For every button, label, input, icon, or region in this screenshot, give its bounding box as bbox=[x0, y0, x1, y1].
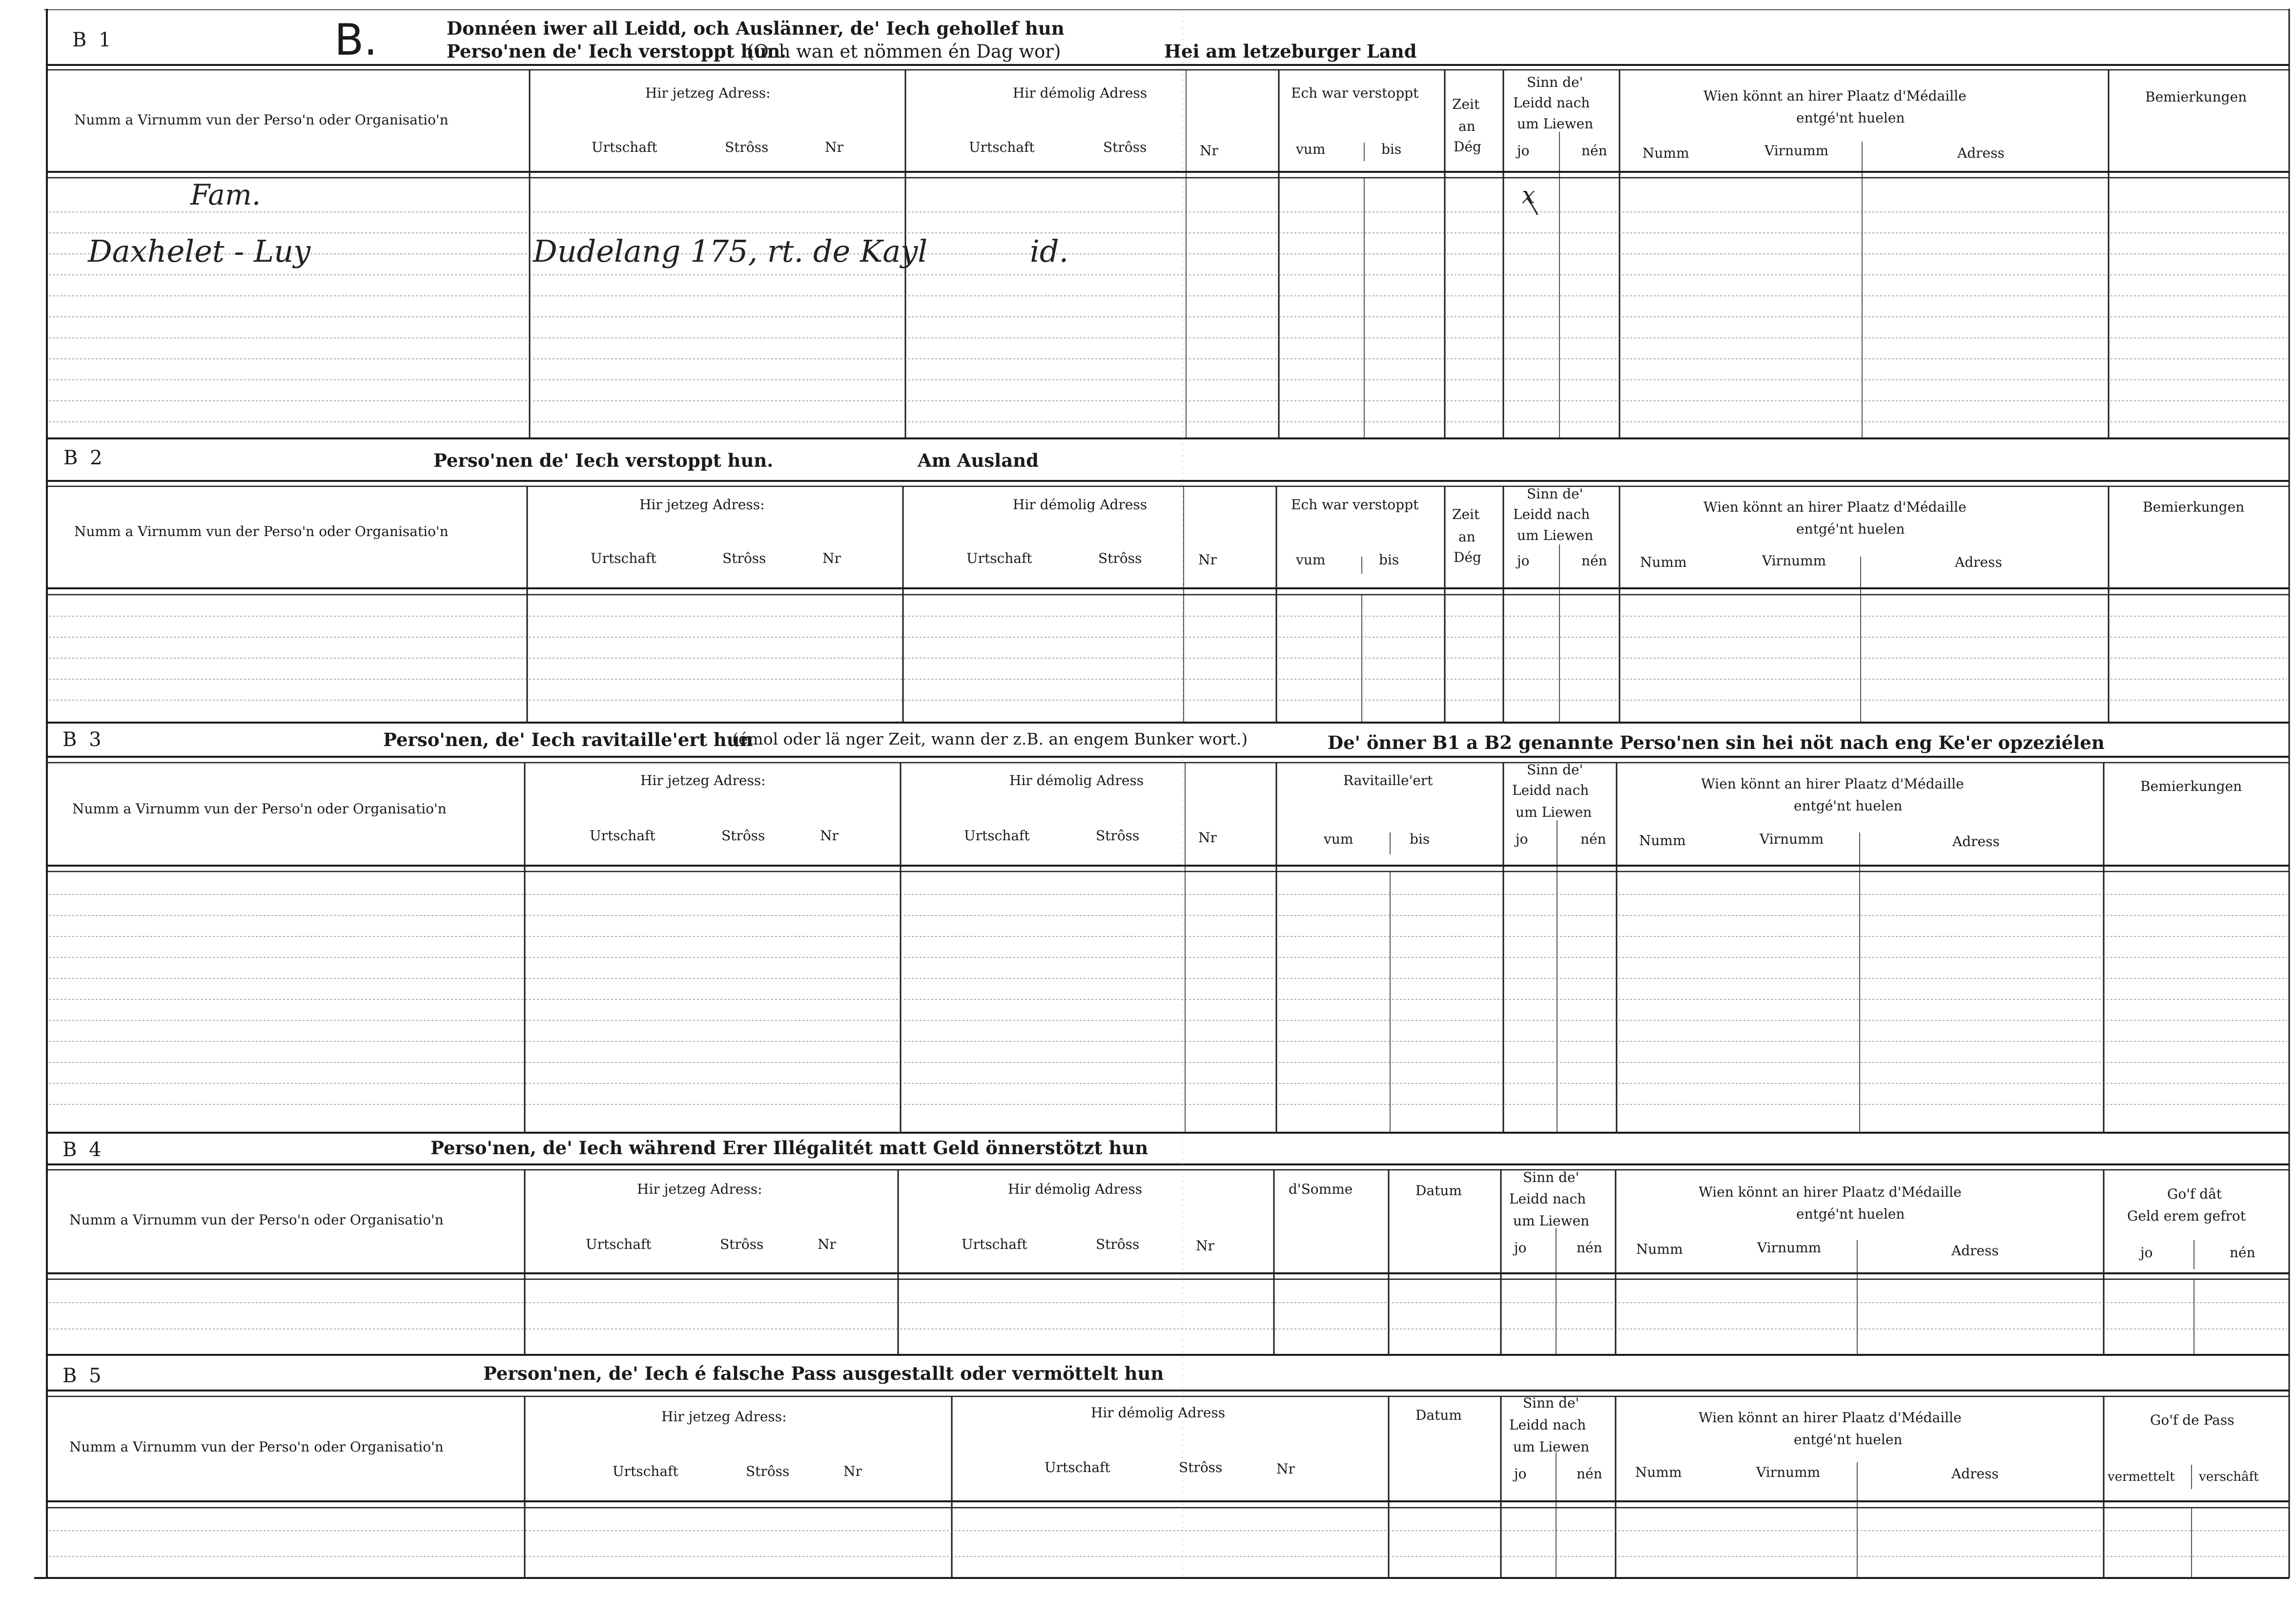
b5-col-current-address: Hir jetzeg Adress: bbox=[661, 1409, 787, 1425]
b4-col-numm: Numm bbox=[1636, 1241, 1683, 1257]
b5-title: Person'nen, de' Iech é falsche Pass ausgestallt oder vermöttelt hun bbox=[483, 1363, 1164, 1384]
b2-col-deg: Dég bbox=[1454, 549, 1481, 565]
b2-col-liewen: um Liewen bbox=[1517, 527, 1594, 543]
b1-title-line1: Donnéen iwer all Leidd, och Auslänner, de' Iech gehollef hun bbox=[447, 18, 1065, 39]
b2-col-leidd: Leidd nach bbox=[1513, 506, 1590, 522]
entry-current-address: Dudelang 175, rt. de Kayl bbox=[533, 233, 928, 269]
b2-col-form-urtschaft: Urtschaft bbox=[966, 550, 1032, 566]
b5-col-form-stross: Strôss bbox=[1179, 1459, 1223, 1475]
b2-col-jo: jo bbox=[1517, 553, 1530, 569]
b5-col-datum: Datum bbox=[1415, 1407, 1462, 1423]
b2-col-vum: vum bbox=[1296, 552, 1326, 568]
b1-col-form-urtschaft: Urtschaft bbox=[969, 139, 1035, 155]
b3-col-numm: Numm bbox=[1639, 832, 1686, 849]
b4-col-cur-nr: Nr bbox=[818, 1236, 836, 1252]
b2-col-name: Numm a Virnumm vun der Perso'n oder Organisatio'n bbox=[74, 523, 449, 540]
b4-col-name: Numm a Virnumm vun der Perso'n oder Organisatio'n bbox=[69, 1212, 444, 1228]
b1-col-medal2: entgé'nt huelen bbox=[1796, 110, 1905, 126]
b1-col-form-nr: Nr bbox=[1200, 143, 1218, 159]
b5-col-numm: Numm bbox=[1635, 1464, 1682, 1480]
b2-col-virnumm: Virnumm bbox=[1762, 553, 1826, 569]
b2-col-medal2: entgé'nt huelen bbox=[1796, 521, 1905, 537]
entry-name: Daxhelet - Luy bbox=[88, 233, 311, 269]
b3-col-form-urtschaft: Urtschaft bbox=[964, 828, 1030, 844]
b1-col-jo: jo bbox=[1517, 143, 1530, 159]
b4-col-cur-urtschaft: Urtschaft bbox=[586, 1236, 652, 1252]
entry-fam: Fam. bbox=[190, 178, 261, 211]
b2-col-remarks: Bemierkungen bbox=[2143, 499, 2245, 515]
b3-col-form-stross: Strôss bbox=[1096, 828, 1140, 844]
b1-col-former-address: Hir démolig Adress bbox=[1013, 85, 1148, 101]
b4-id: B 4 bbox=[62, 1139, 104, 1161]
b3-col-cur-stross: Strôss bbox=[721, 828, 765, 844]
form-letter: B. bbox=[334, 15, 378, 65]
b5-col-cur-nr: Nr bbox=[843, 1463, 862, 1479]
b3-col-name: Numm a Virnumm vun der Perso'n oder Organisatio'n bbox=[72, 801, 447, 817]
b2-col-zeit: Zeit bbox=[1452, 506, 1480, 522]
b3-col-vum: vum bbox=[1324, 831, 1353, 847]
b3-col-medal2: entgé'nt huelen bbox=[1794, 798, 1903, 814]
b2-col-form-nr: Nr bbox=[1198, 552, 1217, 568]
b2-col-hidden: Ech war verstoppt bbox=[1291, 497, 1419, 513]
b3-col-leidd: Leidd nach bbox=[1512, 782, 1589, 798]
b4-col-geld-gefrot: Geld erem gefrot bbox=[2127, 1208, 2246, 1224]
b4-col-nen: nén bbox=[1577, 1240, 1602, 1256]
b2-col-nen: nén bbox=[1581, 553, 1607, 569]
b2-col-sinn: Sinn de' bbox=[1527, 486, 1583, 502]
b3-title-a: Perso'nen, de' Iech ravitaille'ert hun bbox=[383, 729, 753, 750]
b3-col-form-nr: Nr bbox=[1198, 830, 1217, 846]
b4-col-adress: Adress bbox=[1951, 1243, 1999, 1259]
b1-title-line2c: Hei am letzeburger Land bbox=[1164, 41, 1417, 62]
b1-col-remarks: Bemierkungen bbox=[2145, 89, 2247, 105]
b1-col-deg: Dég bbox=[1454, 139, 1481, 155]
b2-col-bis: bis bbox=[1379, 552, 1399, 568]
b1-col-an: an bbox=[1458, 118, 1476, 134]
b5-col-form-nr: Nr bbox=[1276, 1461, 1295, 1477]
b3-col-liewen: um Liewen bbox=[1516, 804, 1592, 820]
b4-col-medal: Wien könnt an hirer Plaatz d'Médaille bbox=[1699, 1184, 1962, 1200]
b3-col-supplied: Ravitaille'ert bbox=[1343, 772, 1433, 789]
b1-col-medal: Wien könnt an hirer Plaatz d'Médaille bbox=[1703, 88, 1967, 104]
b2-col-cur-nr: Nr bbox=[822, 550, 841, 566]
b3-title-b: (émol oder lä nger Zeit, wann der z.B. an engem Bunker wort.) bbox=[732, 729, 1248, 748]
b5-col-former-address: Hir démolig Adress bbox=[1091, 1405, 1226, 1421]
b1-col-bis: bis bbox=[1381, 141, 1402, 157]
b5-col-cur-urtschaft: Urtschaft bbox=[613, 1463, 678, 1479]
b1-col-name: Numm a Virnumm vun der Perso'n oder Organisatio'n bbox=[74, 112, 449, 128]
b2-col-medal: Wien könnt an hirer Plaatz d'Médaille bbox=[1703, 499, 1967, 515]
b4-col-form-urtschaft: Urtschaft bbox=[962, 1236, 1027, 1252]
b1-col-leidd: Leidd nach bbox=[1513, 95, 1590, 111]
b1-col-numm: Numm bbox=[1642, 145, 1689, 161]
b5-col-cur-stross: Strôss bbox=[746, 1463, 790, 1479]
b4-col-sinn: Sinn de' bbox=[1523, 1169, 1579, 1185]
b4-col-leidd: Leidd nach bbox=[1509, 1191, 1586, 1207]
b3-col-virnumm: Virnumm bbox=[1760, 831, 1824, 847]
b5-col-verschaft: verschâft bbox=[2199, 1470, 2259, 1484]
entry-former-address: id. bbox=[1030, 233, 1069, 269]
b4-col-nen2: nén bbox=[2230, 1245, 2255, 1261]
b3-col-sinn: Sinn de' bbox=[1527, 762, 1583, 778]
b4-col-cur-stross: Strôss bbox=[720, 1236, 764, 1252]
b2-col-adress: Adress bbox=[1955, 554, 2002, 570]
b5-col-sinn: Sinn de' bbox=[1523, 1395, 1579, 1411]
b1-col-cur-urtschaft: Urtschaft bbox=[592, 139, 657, 155]
b1-col-vum: vum bbox=[1296, 141, 1326, 157]
b5-col-medal: Wien könnt an hirer Plaatz d'Médaille bbox=[1699, 1410, 1962, 1426]
b1-col-adress: Adress bbox=[1957, 145, 2005, 161]
b1-col-form-stross: Strôss bbox=[1103, 139, 1147, 155]
b1-col-cur-stross: Strôss bbox=[725, 139, 769, 155]
b3-col-cur-urtschaft: Urtschaft bbox=[590, 828, 656, 844]
b5-col-gof-pass: Go'f de Pass bbox=[2150, 1412, 2234, 1428]
b1-id: B 1 bbox=[72, 29, 114, 51]
b3-col-current-address: Hir jetzeg Adress: bbox=[640, 772, 766, 789]
b5-col-name: Numm a Virnumm vun der Perso'n oder Organisatio'n bbox=[69, 1439, 444, 1455]
b4-col-current-address: Hir jetzeg Adress: bbox=[637, 1181, 762, 1197]
b4-col-jo: jo bbox=[1514, 1240, 1527, 1256]
b3-id: B 3 bbox=[62, 728, 104, 751]
b3-col-bis: bis bbox=[1410, 831, 1430, 847]
b3-col-remarks: Bemierkungen bbox=[2140, 778, 2242, 794]
b1-col-nen: nén bbox=[1581, 143, 1607, 159]
b4-col-former-address: Hir démolig Adress bbox=[1008, 1181, 1143, 1197]
b2-title-b: Am Ausland bbox=[918, 450, 1039, 471]
b2-col-cur-stross: Strôss bbox=[722, 550, 766, 566]
b5-id: B 5 bbox=[62, 1365, 104, 1387]
b1-col-cur-nr: Nr bbox=[825, 139, 843, 155]
b4-col-jo2: jo bbox=[2140, 1245, 2153, 1261]
b5-col-nen: nén bbox=[1577, 1466, 1602, 1482]
b3-title-c: De' önner B1 a B2 genannte Perso'nen sin hei nöt nach eng Ke'er opzeziélen bbox=[1328, 732, 2105, 753]
b5-col-virnumm: Virnumm bbox=[1756, 1464, 1821, 1480]
b1-col-hidden: Ech war verstoppt bbox=[1291, 85, 1419, 101]
b4-col-gof-dat: Go'f dât bbox=[2167, 1186, 2222, 1202]
b5-col-form-urtschaft: Urtschaft bbox=[1045, 1459, 1110, 1475]
b3-col-former-address: Hir démolig Adress bbox=[1009, 772, 1144, 789]
b4-title: Perso'nen, de' Iech während Erer Illégalitét matt Geld önnerstötzt hun bbox=[430, 1137, 1148, 1159]
b4-col-form-stross: Strôss bbox=[1096, 1236, 1140, 1252]
b1-col-virnumm: Virnumm bbox=[1764, 143, 1829, 159]
b1-col-liewen: um Liewen bbox=[1517, 116, 1594, 132]
b1-col-current-address: Hir jetzeg Adress: bbox=[645, 85, 771, 101]
b4-col-form-nr: Nr bbox=[1196, 1238, 1214, 1254]
b5-col-vermettelt: vermettelt bbox=[2108, 1470, 2175, 1484]
entry-jo-mark: x bbox=[1522, 182, 1536, 209]
b2-col-numm: Numm bbox=[1640, 554, 1687, 570]
b5-col-jo: jo bbox=[1514, 1466, 1527, 1482]
b3-col-jo: jo bbox=[1516, 831, 1528, 847]
b3-col-adress: Adress bbox=[1952, 833, 2000, 850]
b1-col-sinn: Sinn de' bbox=[1527, 74, 1583, 90]
b4-col-medal2: entgé'nt huelen bbox=[1796, 1206, 1905, 1222]
b1-title-line2b: (Och wan et nömmen én Dag wor) bbox=[747, 41, 1061, 62]
b1-col-zeit: Zeit bbox=[1452, 96, 1480, 112]
b4-col-datum: Datum bbox=[1415, 1183, 1462, 1199]
b2-col-an: an bbox=[1458, 529, 1476, 545]
b2-id: B 2 bbox=[63, 447, 105, 469]
b2-col-cur-urtschaft: Urtschaft bbox=[591, 550, 656, 566]
b5-col-adress: Adress bbox=[1951, 1466, 1999, 1482]
b5-col-leidd: Leidd nach bbox=[1509, 1417, 1586, 1433]
b4-col-liewen: um Liewen bbox=[1513, 1213, 1590, 1229]
b3-col-nen: nén bbox=[1580, 831, 1606, 847]
b3-col-cur-nr: Nr bbox=[820, 828, 839, 844]
b4-col-virnumm: Virnumm bbox=[1757, 1240, 1822, 1256]
b2-col-former-address: Hir démolig Adress bbox=[1013, 497, 1148, 513]
b2-col-current-address: Hir jetzeg Adress: bbox=[639, 497, 765, 513]
b5-col-liewen: um Liewen bbox=[1513, 1439, 1590, 1455]
b5-col-medal2: entgé'nt huelen bbox=[1794, 1432, 1903, 1448]
b4-col-amount: d'Somme bbox=[1289, 1181, 1353, 1197]
b3-col-medal: Wien könnt an hirer Plaatz d'Médaille bbox=[1701, 776, 1964, 792]
b2-title: Perso'nen de' Iech verstoppt hun. bbox=[433, 450, 774, 471]
b2-col-form-stross: Strôss bbox=[1098, 550, 1142, 566]
b1-title-line2a: Perso'nen de' Iech verstoppt hun. bbox=[447, 41, 787, 62]
